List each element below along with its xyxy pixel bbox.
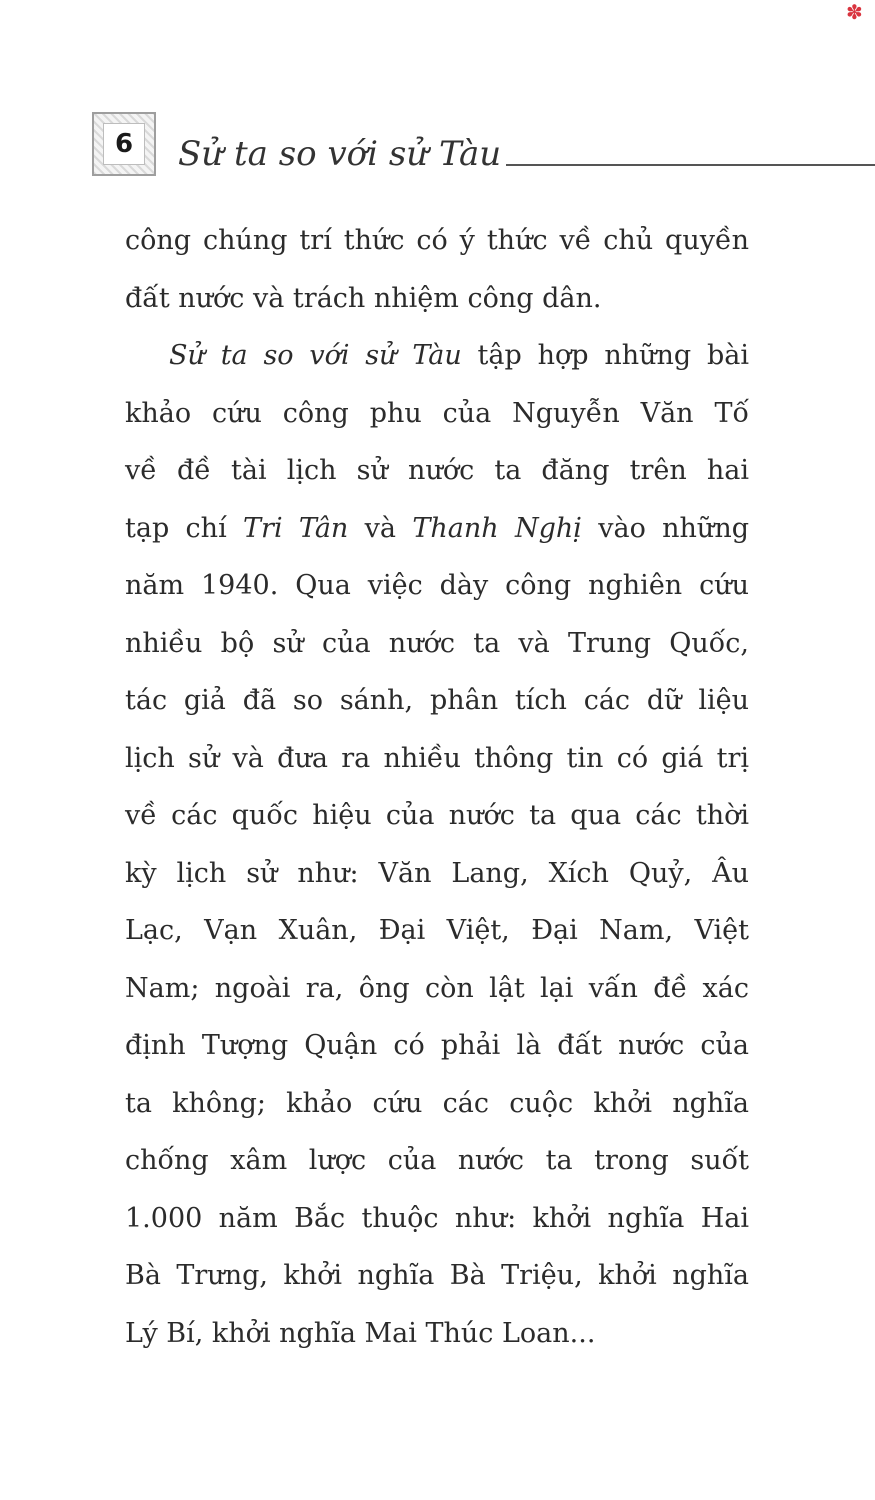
text-line — [125, 1190, 749, 1248]
text-segment: ta không; khảo cứu các cuộc khởi nghĩa — [125, 1087, 749, 1119]
text-segment: 1.000 năm Bắc thuộc như: khởi nghĩa Hai — [125, 1202, 749, 1234]
text-line — [125, 557, 749, 615]
text-line — [125, 1305, 749, 1363]
text-segment: vào những — [581, 512, 749, 544]
text-line — [125, 385, 749, 443]
text-line — [125, 1132, 749, 1190]
paragraph — [125, 327, 749, 1362]
flower-icon: ✽ — [846, 0, 863, 24]
text-line — [125, 672, 749, 730]
text-line — [125, 500, 749, 558]
text-segment: tác giả đã so sánh, phân tích các dữ liệu — [125, 685, 749, 716]
text-segment: khảo cứu công phu của Nguyễn Văn Tố — [125, 397, 749, 429]
text-segment: Nam; ngoài ra, ông còn lật lại vấn đề xác — [125, 972, 749, 1004]
italic-title: Thanh Nghị — [412, 512, 582, 544]
text-line — [125, 845, 749, 903]
text-segment: về đề tài lịch sử nước ta đăng trên hai — [125, 455, 749, 486]
text-line — [125, 327, 749, 385]
text-line — [125, 902, 749, 960]
text-line — [125, 960, 749, 1018]
text-segment: tạp chí — [125, 512, 244, 544]
italic-title: Sử ta so với sử Tàu — [169, 340, 462, 371]
text-segment: về các quốc hiệu của nước ta qua các thời — [125, 800, 749, 831]
text-segment: định Tượng Quận có phải là đất nước của — [125, 1030, 749, 1061]
text-line — [125, 442, 749, 500]
text-segment: tập hợp những bài — [461, 340, 749, 371]
paragraph — [125, 212, 749, 327]
text-segment: Bà Trưng, khởi nghĩa Bà Triệu, khởi nghĩa — [125, 1260, 749, 1291]
text-line — [125, 1075, 749, 1133]
text-line — [125, 270, 749, 328]
running-title: Sử ta so với sử Tàu — [178, 134, 502, 174]
text-line — [125, 615, 749, 673]
text-segment: công chúng trí thức có ý thức về chủ quyền — [125, 225, 749, 256]
text-segment: Lý Bí, khởi nghĩa Mai Thúc Loan... — [125, 1317, 596, 1349]
page-number: 6 — [103, 123, 145, 165]
text-segment: năm 1940. Qua việc dày công nghiên cứu — [125, 570, 749, 601]
text-line — [125, 730, 749, 788]
text-line — [125, 1017, 749, 1075]
text-segment: chống xâm lược của nước ta trong suốt — [125, 1145, 749, 1176]
text-segment: và — [348, 512, 413, 544]
italic-title: Tri Tân — [243, 512, 349, 544]
body-text — [125, 212, 749, 1362]
text-segment: Lạc, Vạn Xuân, Đại Việt, Đại Nam, Việt — [125, 915, 749, 946]
text-segment: nhiều bộ sử của nước ta và Trung Quốc, — [125, 627, 749, 659]
text-segment: đất nước và trách nhiệm công dân. — [125, 282, 602, 314]
text-segment: lịch sử và đưa ra nhiều thông tin có giá trị — [125, 742, 749, 774]
page-number-badge — [92, 112, 156, 176]
header-rule — [506, 164, 875, 166]
text-line — [125, 212, 749, 270]
text-line — [125, 787, 749, 845]
text-segment: kỳ lịch sử như: Văn Lang, Xích Quỷ, Âu — [125, 857, 749, 889]
text-line — [125, 1247, 749, 1305]
